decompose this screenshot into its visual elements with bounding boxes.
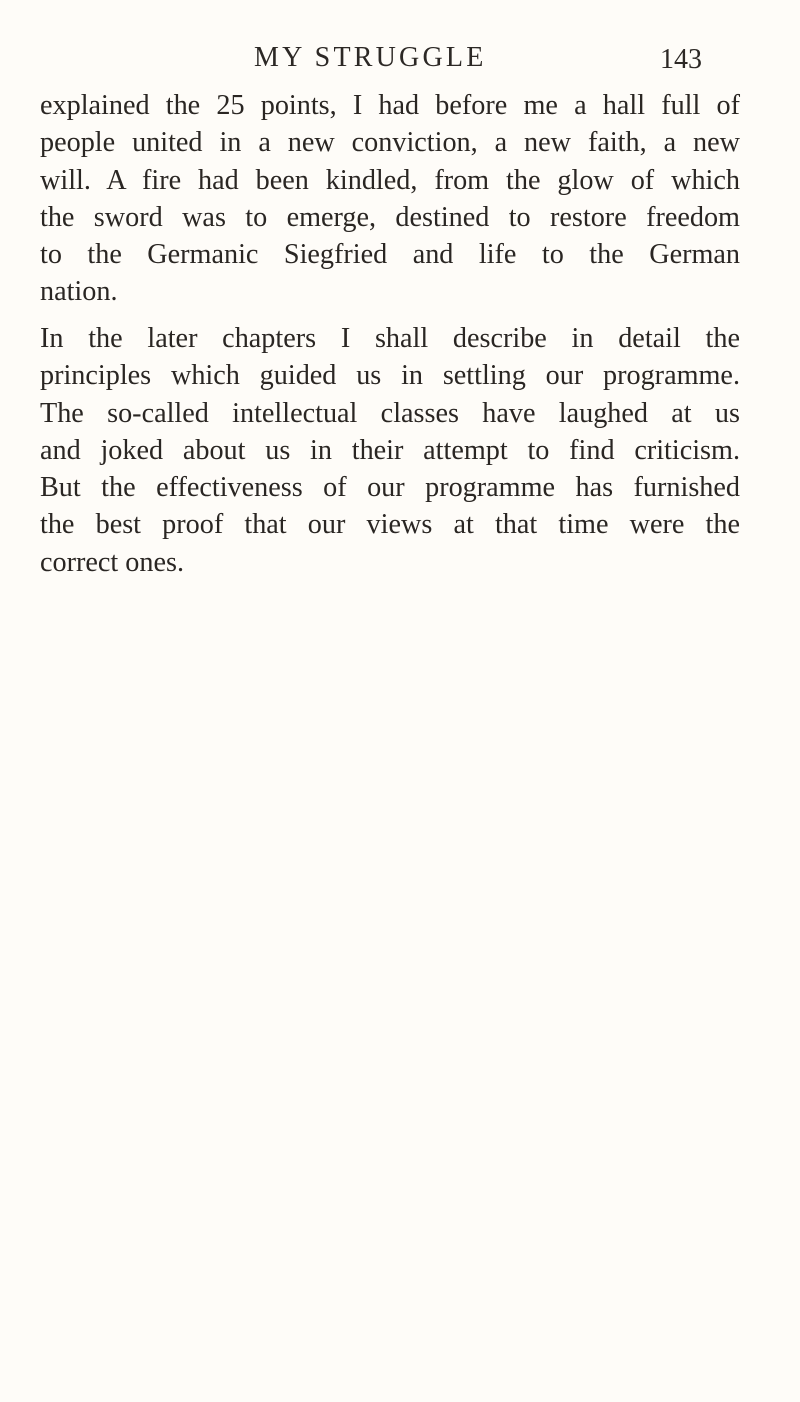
text-line: and joked about us in their attempt to find criticism. [40, 434, 740, 466]
page-number: 143 [660, 44, 702, 75]
text-line: the best proof that our views at that time were the [40, 509, 740, 541]
running-title: MY STRUGGLE [254, 42, 487, 73]
text-line: to the Germanic Siegfried and life to the German [40, 239, 740, 271]
text-line: the sword was to emerge, destined to restore freedom [40, 201, 740, 233]
text-line: will. A fire had been kindled, from the glow of which [40, 164, 740, 196]
text-line: In the later chapters I shall describe in detail the [40, 323, 740, 354]
text-line: nation. [40, 276, 118, 308]
text-line: The so-called intellectual classes have laughed at us [40, 397, 740, 429]
paragraph-2 [40, 320, 740, 581]
text-line: people united in a new conviction, a new faith, a new [40, 127, 740, 159]
text-line: explained the 25 points, I had before me a hall full of [40, 90, 740, 121]
text-line: But the effectiveness of our programme has furnished [40, 472, 740, 504]
paragraph-1 [40, 87, 740, 311]
text-line: correct ones. [40, 546, 184, 578]
text-line: principles which guided us in settling our programme. [40, 360, 740, 392]
